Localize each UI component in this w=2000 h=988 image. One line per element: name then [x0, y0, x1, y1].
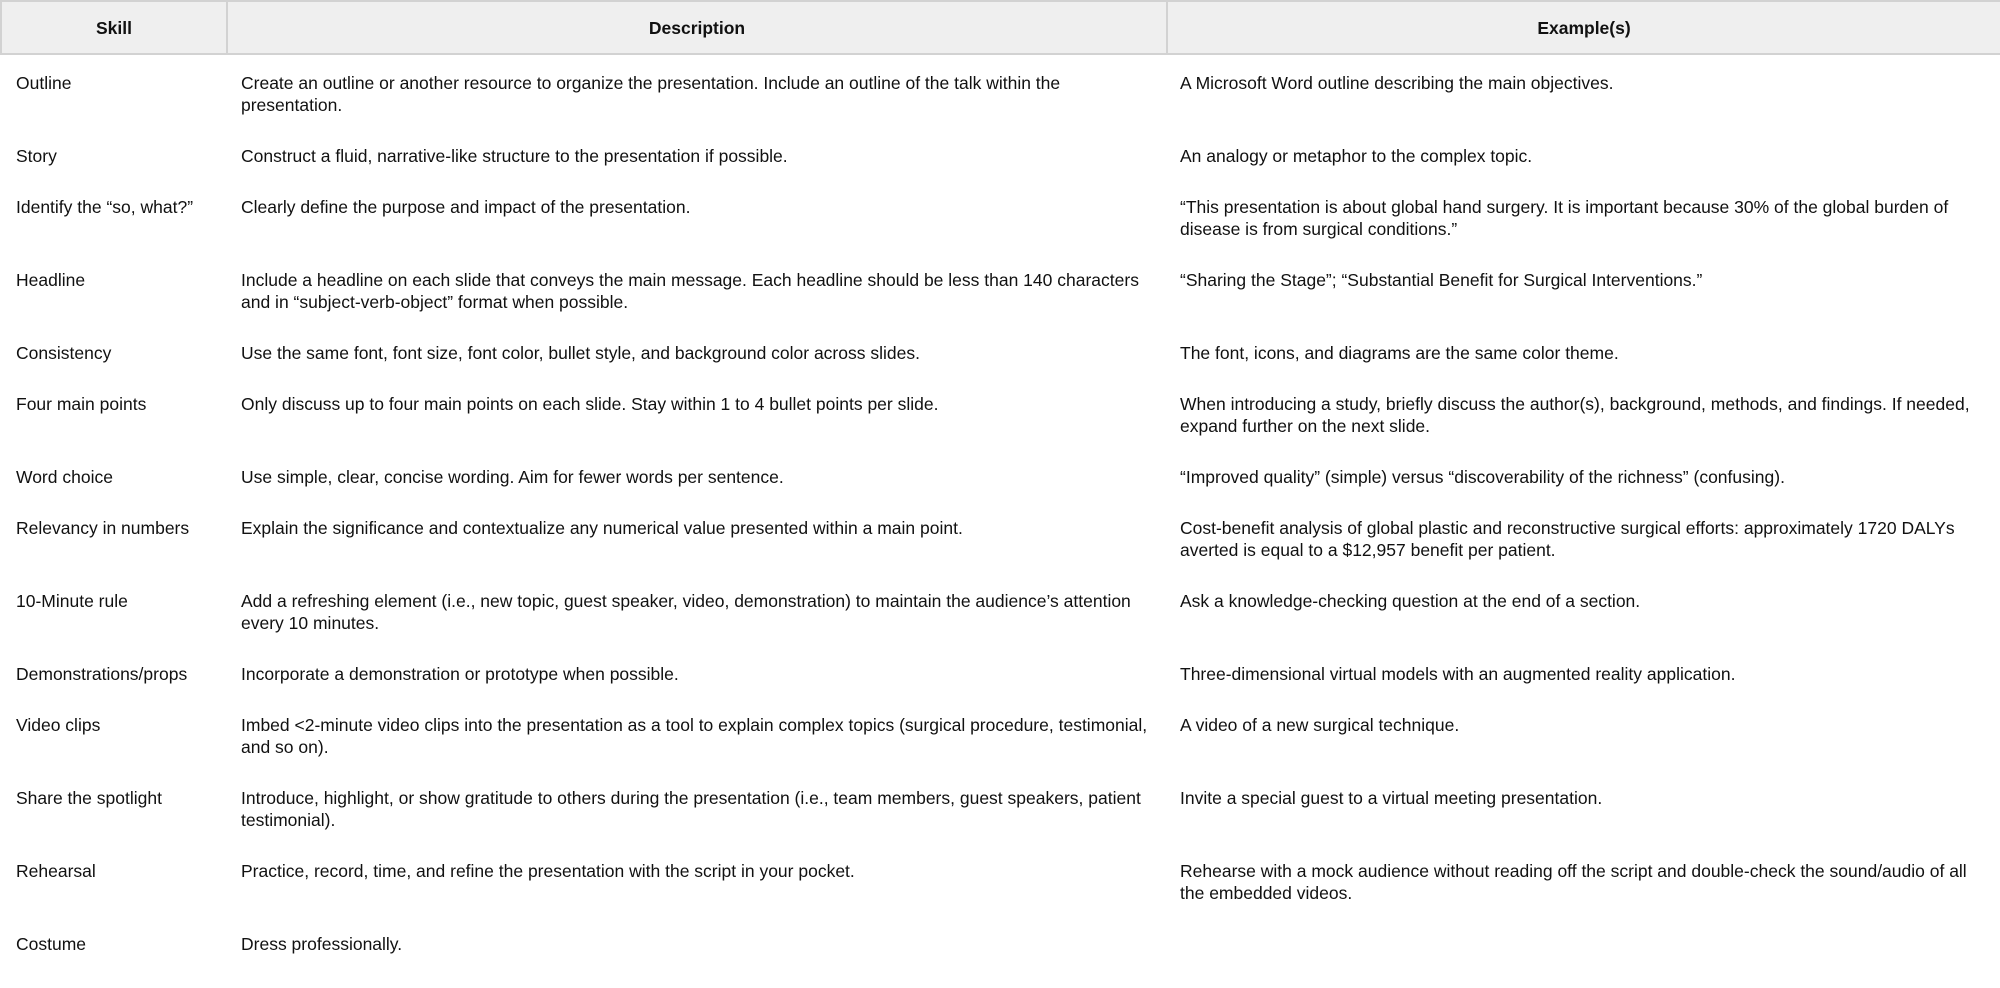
description-cell: Incorporate a demonstration or prototype when possible. — [241, 664, 679, 684]
table-row — [1, 131, 2000, 182]
skill-cell: Rehearsal — [16, 861, 96, 881]
skill-cell: Four main points — [16, 394, 147, 414]
header-examples: Example(s) — [1167, 1, 2000, 54]
table-row — [1, 649, 2000, 700]
example-cell — [1167, 919, 2000, 970]
example-cell: Ask a knowledge-checking question at the end of a section. — [1180, 591, 1641, 611]
skill-cell: Story — [16, 146, 57, 166]
skill-cell: Identify the “so, what?” — [16, 197, 194, 217]
header-description: Description — [227, 1, 1167, 54]
example-cell: Three-dimensional virtual models with an augmented reality application. — [1180, 664, 1736, 684]
description-cell: Introduce, highlight, or show gratitude to others during the presentation (i.e., team members, guest speakers, patient testimonial). — [241, 788, 1141, 830]
skill-cell: Costume — [16, 934, 87, 954]
table-row — [1, 328, 2000, 379]
skill-cell: Headline — [16, 270, 86, 290]
example-cell: An analogy or metaphor to the complex topic. — [1180, 146, 1533, 166]
description-cell: Construct a fluid, narrative-like structure to the presentation if possible. — [241, 146, 788, 166]
table-row — [1, 773, 2000, 846]
table-body — [1, 54, 2000, 970]
description-cell: Create an outline or another resource to organize the presentation. Include an outline of the talk within the presentation. — [241, 73, 1061, 115]
example-cell: A Microsoft Word outline describing the main objectives. — [1180, 73, 1614, 93]
description-cell: Imbed <2-minute video clips into the presentation as a tool to explain complex topics (surgical procedure, testimonial, and so on). — [241, 715, 1148, 757]
skill-cell: Share the spotlight — [16, 788, 162, 808]
description-cell: Practice, record, time, and refine the presentation with the script in your pocket. — [241, 861, 855, 881]
skill-cell: Outline — [16, 73, 72, 93]
example-cell: The font, icons, and diagrams are the same color theme. — [1180, 343, 1619, 363]
table-row — [1, 54, 2000, 131]
header-row — [1, 1, 2000, 54]
table-row — [1, 700, 2000, 773]
table-row — [1, 255, 2000, 328]
skill-cell: Word choice — [16, 467, 113, 487]
table-row — [1, 576, 2000, 649]
description-cell: Include a headline on each slide that conveys the main message. Each headline should be less than 140 characters and in “subject-verb-object” format when possible. — [241, 270, 1139, 312]
description-cell: Use simple, clear, concise wording. Aim for fewer words per sentence. — [241, 467, 784, 487]
table-row — [1, 919, 2000, 970]
skill-cell: Relevancy in numbers — [16, 518, 190, 538]
table-header — [1, 1, 2000, 54]
table-row — [1, 846, 2000, 919]
table-row — [1, 182, 2000, 255]
table-row — [1, 379, 2000, 452]
example-cell: Invite a special guest to a virtual meeting presentation. — [1180, 788, 1603, 808]
description-cell: Explain the significance and contextualize any numerical value presented within a main point. — [241, 518, 963, 538]
skill-cell: 10-Minute rule — [16, 591, 128, 611]
example-cell: A video of a new surgical technique. — [1180, 715, 1460, 735]
description-cell: Dress professionally. — [241, 934, 403, 954]
skill-cell: Video clips — [16, 715, 101, 735]
example-cell: Rehearse with a mock audience without reading off the script and double-check the sound/audio of all the embedded videos. — [1180, 861, 1967, 903]
description-cell: Use the same font, font size, font color, bullet style, and background color across slides. — [241, 343, 920, 363]
description-cell: Only discuss up to four main points on each slide. Stay within 1 to 4 bullet points per slide. — [241, 394, 939, 414]
table-row — [1, 452, 2000, 503]
example-cell: When introducing a study, briefly discuss the author(s), background, methods, and findings. If needed, expand further on the next slide. — [1180, 394, 1970, 436]
header-skill: Skill — [1, 1, 227, 54]
example-cell: “Improved quality” (simple) versus “discoverability of the richness” (confusing). — [1180, 467, 1785, 487]
table-row — [1, 503, 2000, 576]
example-cell: “Sharing the Stage”; “Substantial Benefit for Surgical Interventions.” — [1180, 270, 1703, 290]
example-cell: Cost-benefit analysis of global plastic and reconstructive surgical efforts: approximately 1720 DALYs averted is equal to a $12,957 benefit per patient. — [1180, 518, 1955, 560]
description-cell: Add a refreshing element (i.e., new topic, guest speaker, video, demonstration) to maintain the audience’s attention every 10 minutes. — [241, 591, 1131, 633]
example-cell: “This presentation is about global hand surgery. It is important because 30% of the global burden of disease is from surgical conditions.” — [1180, 197, 1949, 239]
skill-cell: Demonstrations/props — [16, 664, 188, 684]
description-cell: Clearly define the purpose and impact of the presentation. — [241, 197, 691, 217]
skill-cell: Consistency — [16, 343, 112, 363]
